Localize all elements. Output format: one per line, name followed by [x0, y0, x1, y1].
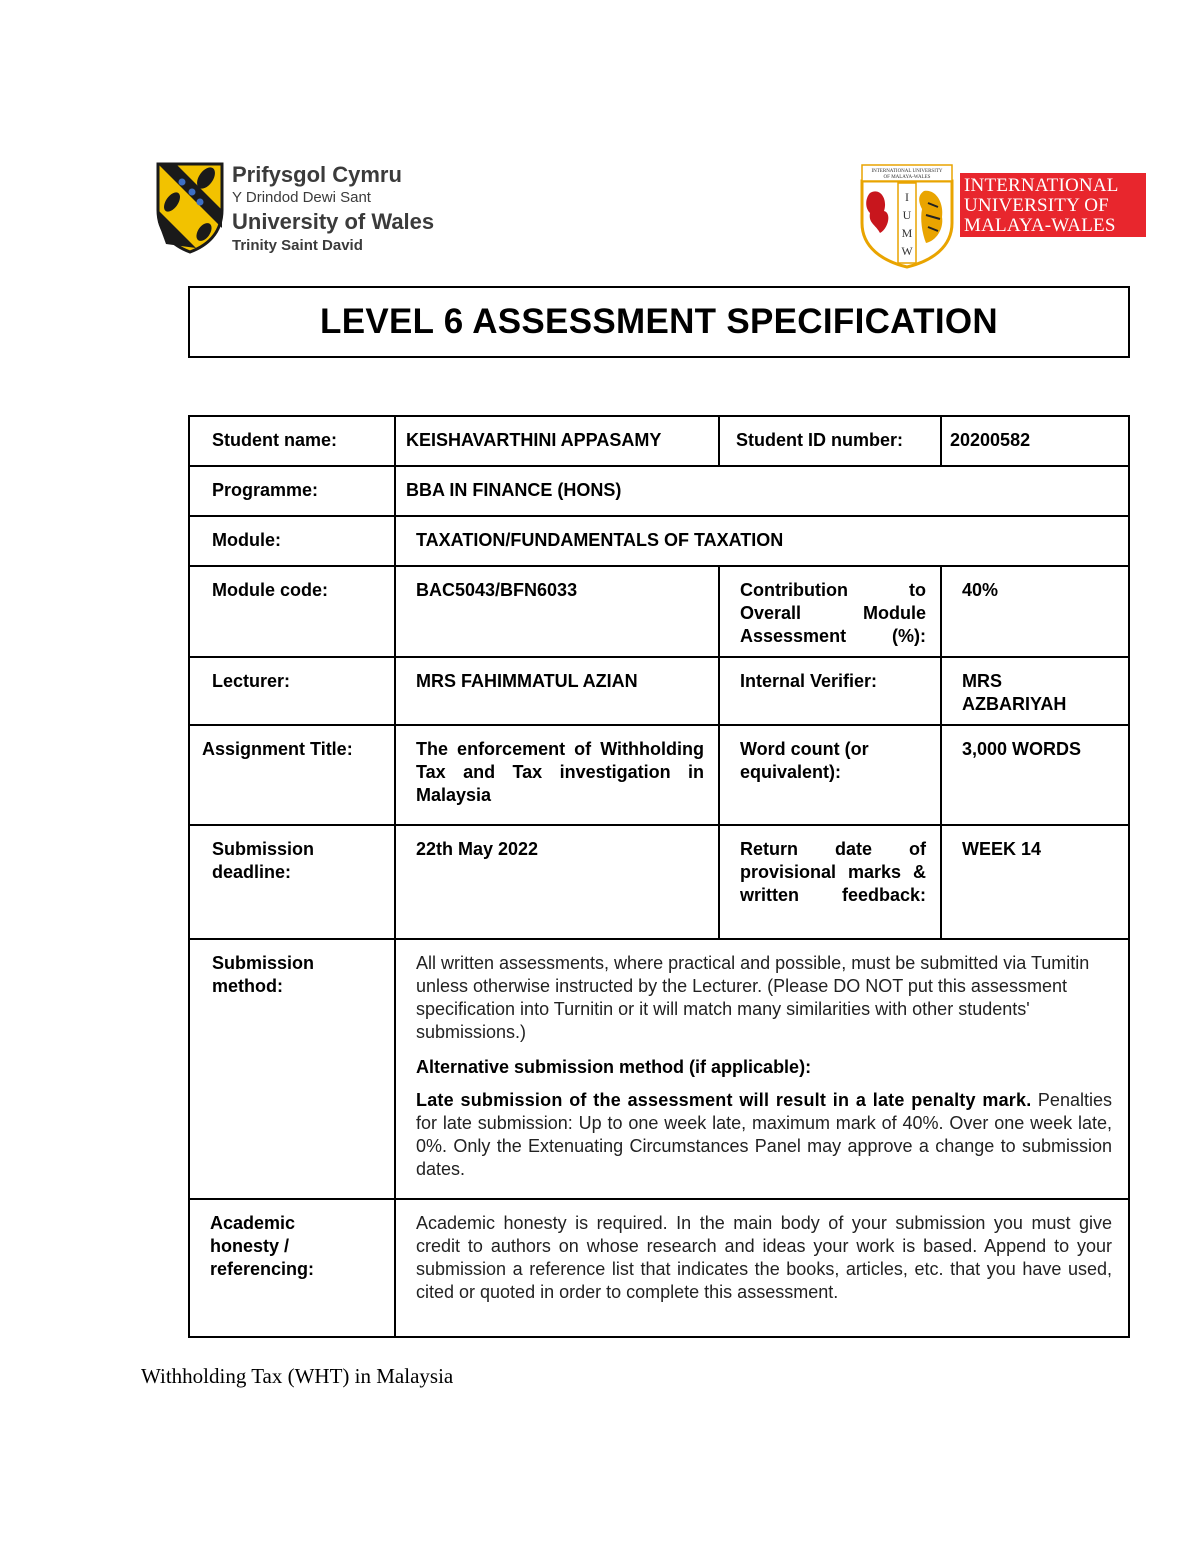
late-submission: [416, 1089, 1112, 1181]
iumw-crest-icon: [858, 163, 956, 269]
table-row: [189, 516, 1129, 566]
honesty-text: Academic honesty is required. In the main body of your submission you must give credit to authors on whose research and ideas your work is based. Append to your submission a reference list that indicates the books, articles, etc. that you have used, cited or quoted in order to complete this assessment.: [395, 1199, 1129, 1337]
method-cell: [395, 939, 1129, 1199]
word-count-value: 3,000 WORDS: [941, 725, 1129, 825]
table-row: [189, 1199, 1129, 1337]
contribution-label: Contribution to Overall Module Assessment (%):: [719, 566, 941, 657]
svg-text:INTERNATIONAL UNIVERSITY: INTERNATIONAL UNIVERSITY: [871, 169, 943, 174]
iumw-line-1: INTERNATIONAL: [964, 175, 1119, 196]
uwtsd-line-3: University of Wales: [232, 209, 435, 234]
iumw-wordmark: [960, 173, 1146, 237]
late-submission-bold: Late submission of the assessment will result in a late penalty mark.: [416, 1090, 1032, 1110]
table-row: [189, 416, 1129, 466]
table-row: [189, 939, 1129, 1199]
deadline-value: 22th May 2022: [395, 825, 719, 939]
student-id-label: Student ID number:: [719, 416, 941, 466]
uwtsd-line-1: Prifysgol Cymru: [232, 162, 402, 187]
table-row: [189, 466, 1129, 516]
alt-method-heading: Alternative submission method (if applicable):: [416, 1057, 812, 1077]
method-text: All written assessments, where practical and possible, must be submitted via Tumitin unless otherwise instructed by the Lecturer. (Please DO NOT put this assessment specification into Turnitin or it will match many similarities with other students' submissions.): [416, 953, 1090, 1042]
table-row: [189, 566, 1129, 657]
student-name-label: Student name:: [189, 416, 395, 466]
contribution-value: 40%: [941, 566, 1129, 657]
uwtsd-wordmark: [232, 162, 434, 256]
table-row: [189, 657, 1129, 725]
return-date-value: WEEK 14: [941, 825, 1129, 939]
iumw-line-3: MALAYA-WALES: [964, 215, 1116, 236]
assessment-table: [188, 415, 1130, 1338]
svg-text:I: I: [905, 190, 909, 204]
svg-text:U: U: [902, 208, 912, 222]
assignment-title-value: The enforcement of Withholding Tax and Tax investigation in Malaysia: [395, 725, 719, 825]
lecturer-label: Lecturer:: [189, 657, 395, 725]
return-date-label: Return date of provisional marks & written feedback:: [719, 825, 941, 939]
uwtsd-shield-icon: [156, 162, 224, 254]
programme-label: Programme:: [189, 466, 395, 516]
document-heading: Withholding Tax (WHT) in Malaysia: [141, 1364, 454, 1388]
title-box: [188, 286, 1130, 358]
module-value: TAXATION/FUNDAMENTALS OF TAXATION: [395, 516, 1129, 566]
method-label: Submission method:: [189, 939, 395, 1199]
svg-text:W: W: [901, 244, 913, 258]
verifier-value: MRS AZBARIYAH: [941, 657, 1129, 725]
student-name-value: KEISHAVARTHINI APPASAMY: [395, 416, 719, 466]
table-row: [189, 825, 1129, 939]
module-code-label: Module code:: [189, 566, 395, 657]
late-submission-text: Penalties for late submission: Up to one week late, maximum mark of 40%. Over one week late, 0%. Only the Extenuating Circumstances Panel may approve a change to submission dates.: [416, 1090, 1112, 1179]
uwtsd-logo: [156, 162, 446, 272]
module-code-value: BAC5043/BFN6033: [395, 566, 719, 657]
honesty-label: Academic honesty / referencing:: [189, 1199, 395, 1337]
page-title: LEVEL 6 ASSESSMENT SPECIFICATION: [320, 302, 998, 341]
svg-text:OF MALAYA-WALES: OF MALAYA-WALES: [883, 175, 931, 180]
student-id-value: 20200582: [941, 416, 1129, 466]
deadline-label: Submission deadline:: [189, 825, 395, 939]
lecturer-value: MRS FAHIMMATUL AZIAN: [395, 657, 719, 725]
iumw-logo: [858, 163, 1148, 271]
module-label: Module:: [189, 516, 395, 566]
assignment-title-label: Assignment Title:: [189, 725, 395, 825]
svg-text:M: M: [901, 226, 913, 240]
verifier-label: Internal Verifier:: [719, 657, 941, 725]
iumw-line-2: UNIVERSITY OF: [964, 195, 1109, 216]
uwtsd-line-2: Y Drindod Dewi Sant: [232, 189, 371, 206]
uwtsd-line-4: Trinity Saint David: [232, 237, 363, 254]
word-count-label: Word count (or equivalent):: [719, 725, 941, 825]
programme-value: BBA IN FINANCE (HONS): [395, 466, 1129, 516]
table-row: [189, 725, 1129, 825]
